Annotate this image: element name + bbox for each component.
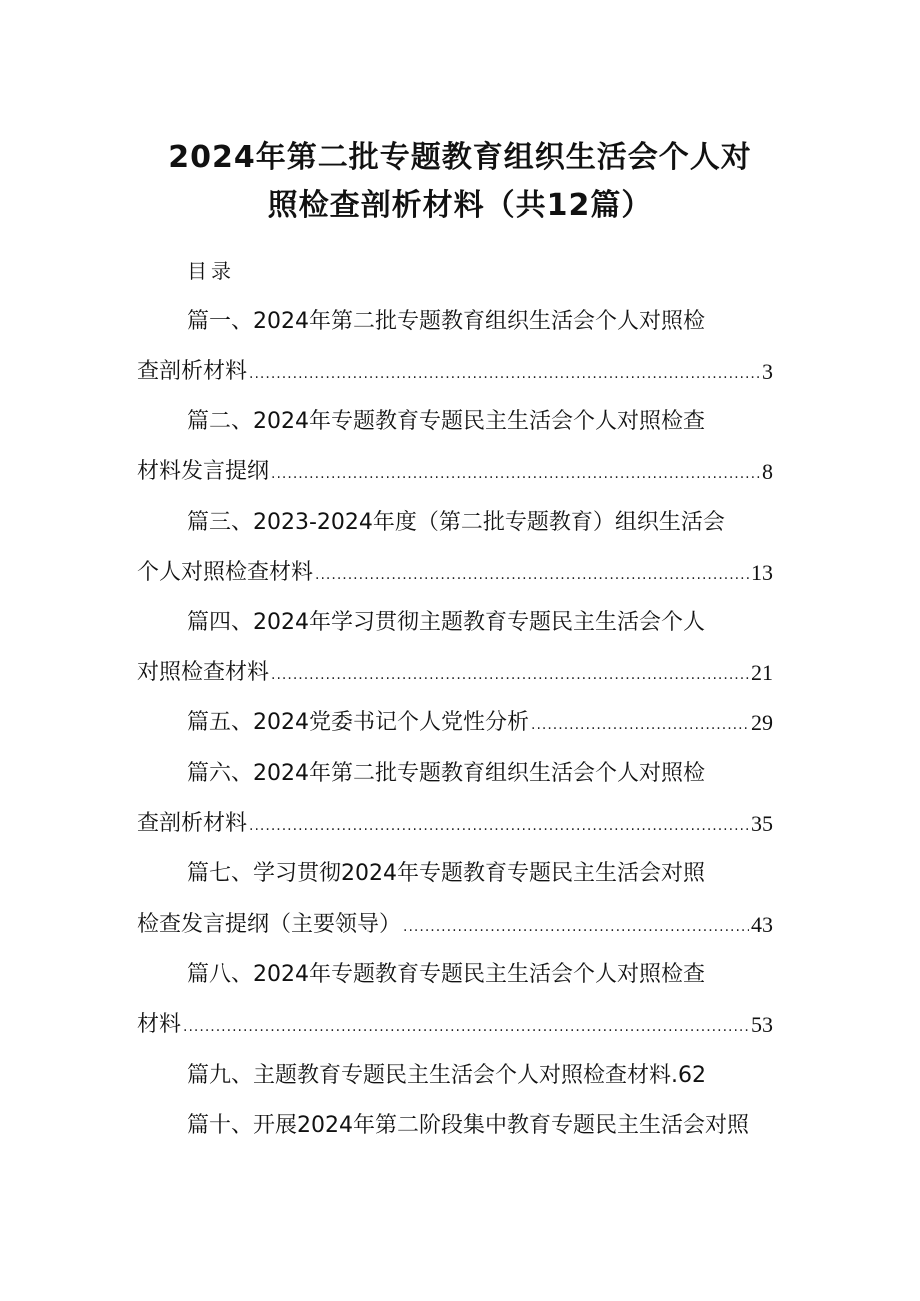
toc-entry-2-line1: 篇二、2024年专题教育专题民主生活会个人对照检查: [187, 409, 705, 434]
toc-entry-title: 查剖析材料: [137, 359, 248, 384]
toc-entry-10: 篇十、开展2024年第二阶段集中教育专题民主生活会对照: [187, 1113, 749, 1138]
toc-entry-5: [187, 703, 773, 743]
toc-entry-title: 检查发言提纲（主要领导）: [137, 912, 402, 937]
toc-entry-6-line1: 篇六、2024年第二批专题教育组织生活会个人对照检: [187, 761, 705, 786]
page-number: 8: [762, 459, 773, 484]
toc-entry-title: 个人对照检查材料: [137, 560, 314, 585]
toc-entry-2-line2: [137, 452, 773, 492]
toc-entry-4-line1: 篇四、2024年学习贯彻主题教育专题民主生活会个人: [187, 610, 705, 635]
toc-entry-title: 查剖析材料: [137, 811, 248, 836]
toc-entry-8-line1: 篇八、2024年专题教育专题民主生活会个人对照检查: [187, 962, 705, 987]
toc-entry-title: 材料: [137, 1012, 182, 1037]
leader-dots: [531, 718, 749, 732]
toc-entry-6-line2: [137, 804, 773, 844]
leader-dots: [271, 668, 749, 682]
toc-entry-9: 篇九、主题教育专题民主生活会个人对照检查材料.62: [187, 1063, 706, 1088]
toc-entry-4-line2: [137, 653, 773, 693]
leader-dots: [249, 367, 760, 381]
toc-entry-3-line1: 篇三、2023-2024年度（第二批专题教育）组织生活会: [187, 510, 725, 535]
page-number: 3: [762, 359, 773, 384]
page-number: 53: [751, 1012, 773, 1037]
toc-heading: 目录: [187, 259, 235, 283]
toc-entry-title: 对照检查材料: [137, 660, 270, 685]
leader-dots: [183, 1020, 749, 1034]
page-number: 35: [751, 811, 773, 836]
toc-entry-7-line2: [137, 905, 773, 945]
toc-entry-8-line2: [137, 1005, 773, 1045]
leader-dots: [271, 467, 760, 481]
toc-entry-3-line2: [137, 553, 773, 593]
leader-dots: [249, 819, 749, 833]
page-number: 21: [751, 660, 773, 685]
page-number: 29: [751, 710, 773, 735]
document-title-line2: 照检查剖析材料（共12篇）: [267, 188, 653, 223]
leader-dots: [315, 568, 749, 582]
toc-entry-1-line1: 篇一、2024年第二批专题教育组织生活会个人对照检: [187, 309, 705, 334]
toc-entry-title: 篇五、2024党委书记个人党性分析: [187, 710, 529, 735]
toc-entry-1-line2: [137, 352, 773, 392]
document-title-line1: 2024年第二批专题教育组织生活会个人对: [168, 140, 752, 175]
page-number: 43: [751, 912, 773, 937]
toc-entry-7-line1: 篇七、学习贯彻2024年专题教育专题民主生活会对照: [187, 861, 705, 886]
toc-entry-title: 材料发言提纲: [137, 459, 270, 484]
leader-dots: [403, 920, 749, 934]
page-number: 13: [751, 560, 773, 585]
